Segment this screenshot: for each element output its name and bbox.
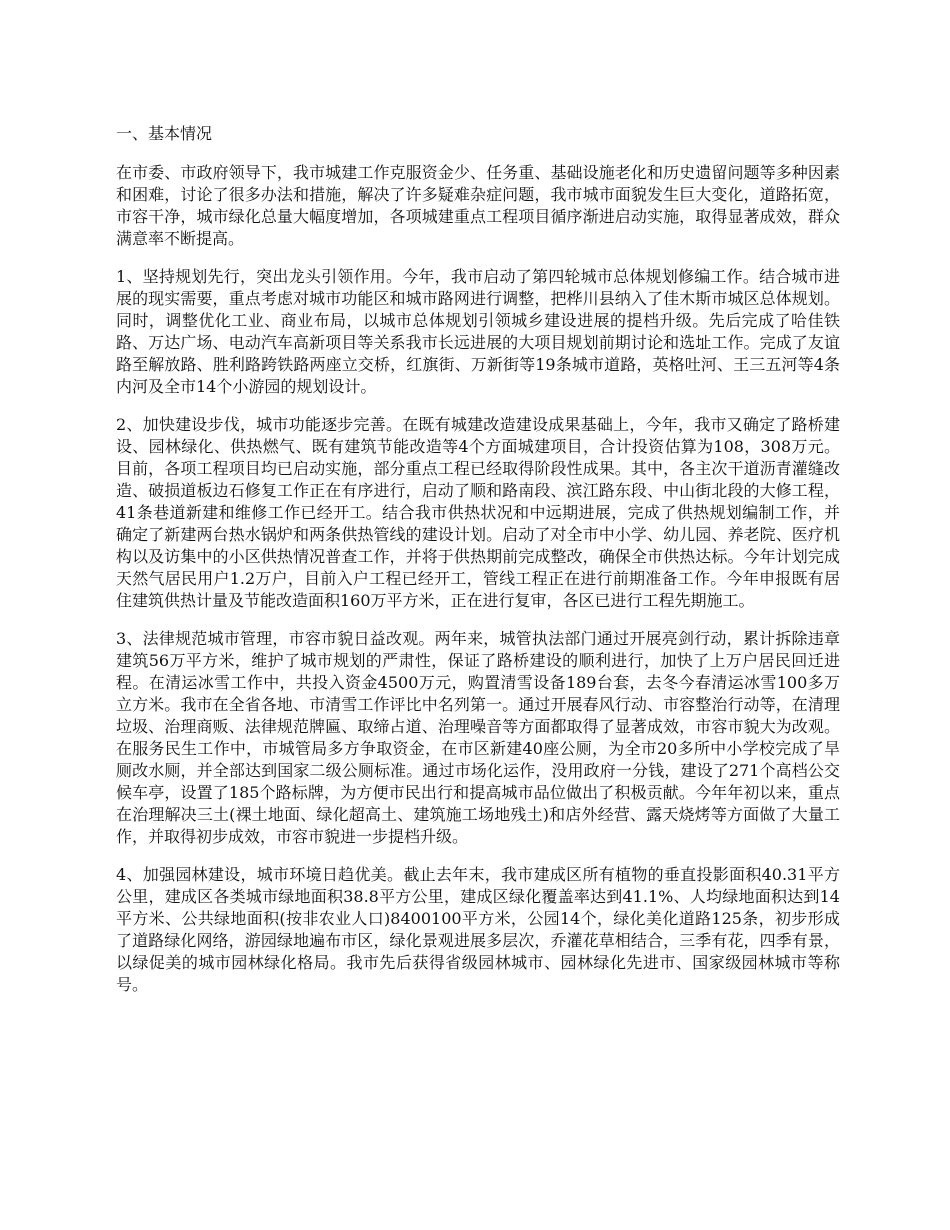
landscaping-paragraph: 4、加强园林建设，城市环境日趋优美。截止去年末，我市建成区所有植物的垂直投影面积40.31平方公里，建成区各类城市绿地面积38.8平方公里，建成区绿化覆盖率达到41.1%、人均绿地面积达到14平方米、公共绿地面积(按非农业人口)8400100平方米，公园14个，绿化美化道路125条，初步形成了道路绿化网络，游园绿地遍布市区，绿化景观进展多层次，乔灌花草相结合，三季有花，四季有景，以绿促美的城市园林绿化格局。我市先后获得省级园林城市、园林绿化先进市、国家级园林城市等称号。: [116, 865, 840, 994]
city-management-paragraph: 3、法律规范城市管理，市容市貌日益改观。两年来，城管执法部门通过开展亮剑行动，累计拆除违章建筑56万平方米，维护了城市规划的严肃性，保证了路桥建设的顺利进行，加快了上万户居民回迁进程。在清运冰雪工作中，共投入资金4500万元，购置清雪设备189台套，去冬今春清运冰雪100多万立方米。我市在全省各地、市清雪工作评比中名列第一。通过开展春风行动、市容整治行动等，在清理垃圾、治理商贩、法律规范牌匾、取缔占道、治理噪音等方面都取得了显著成效，市容市貌大为改观。在服务民生工作中，市城管局多方争取资金，在市区新建40座公厕，为全市20多所中小学校完成了旱厕改水厕，并全部达到国家二级公厕标准。通过市场化运作，没用政府一分钱，建设了271个高档公交候车亭，设置了185个路标牌，为方便市民出行和提高城市品位做出了积极贡献。今年年初以来，重点在治理解决三土(裸土地面、绿化超高土、建筑施工场地残土)和店外经营、露天烧烤等方面做了大量工作，并取得初步成效，市容市貌进一步提档升级。: [116, 629, 840, 846]
construction-paragraph: 2、加快建设步伐，城市功能逐步完善。在既有城建改造建设成果基础上，今年，我市又确定了路桥建设、园林绿化、供热燃气、既有建筑节能改造等4个方面城建项目，合计投资估算为108，308万元。目前，各项工程项目均已启动实施，部分重点工程已经取得阶段性成果。其中，各主次干道沥青灌缝改造、破损道板边石修复工作正在有序进行，启动了顺和路南段、滨江路东段、中山街北段的大修工程，41条巷道新建和维修工作已经开工。结合我市供热状况和中远期进展，完成了供热规划编制工作，并确定了新建两台热水锅炉和两条供热管线的建设计划。启动了对全市中小学、幼儿园、养老院、医疗机构以及访集中的小区供热情况普查工作，并将于供热期前完成整改，确保全市供热达标。今年计划完成天然气居民用户1.2万户，目前入户工程已经开工，管线工程正在进行前期准备工作。今年申报既有居住建筑供热计量及节能改造面积160万平方米，正在进行复审，各区已进行工程先期施工。: [116, 415, 840, 610]
planning-paragraph: 1、坚持规划先行，突出龙头引领作用。今年，我市启动了第四轮城市总体规划修编工作。结合城市进展的现实需要，重点考虑对城市功能区和城市路网进行调整，把桦川县纳入了佳木斯市城区总体规划。同时，调整优化工业、商业布局，以城市总体规划引领城乡建设进展的提档升级。先后完成了哈佳铁路、万达广场、电动汽车高新项目等关系我市长远进展的大项目规划前期讨论和选址工作。完成了友谊路至解放路、胜利路跨铁路两座立交桥，红旗街、万新街等19条城市道路，英格吐河、王三五河等4条内河及全市14个小游园的规划设计。: [116, 267, 840, 396]
document-page: [116, 123, 840, 1012]
section-heading: 一、基本情况: [116, 124, 213, 143]
intro-paragraph: 在市委、市政府领导下，我市城建工作克服资金少、任务重、基础设施老化和历史遗留问题等多种因素和困难，讨论了很多办法和措施，解决了许多疑难杂症问题，我市城市面貌发生巨大变化，道路拓宽，市容干净，城市绿化总量大幅度增加，各项城建重点工程项目循序渐进启动实施，取得显著成效，群众满意率不断提高。: [116, 163, 840, 248]
